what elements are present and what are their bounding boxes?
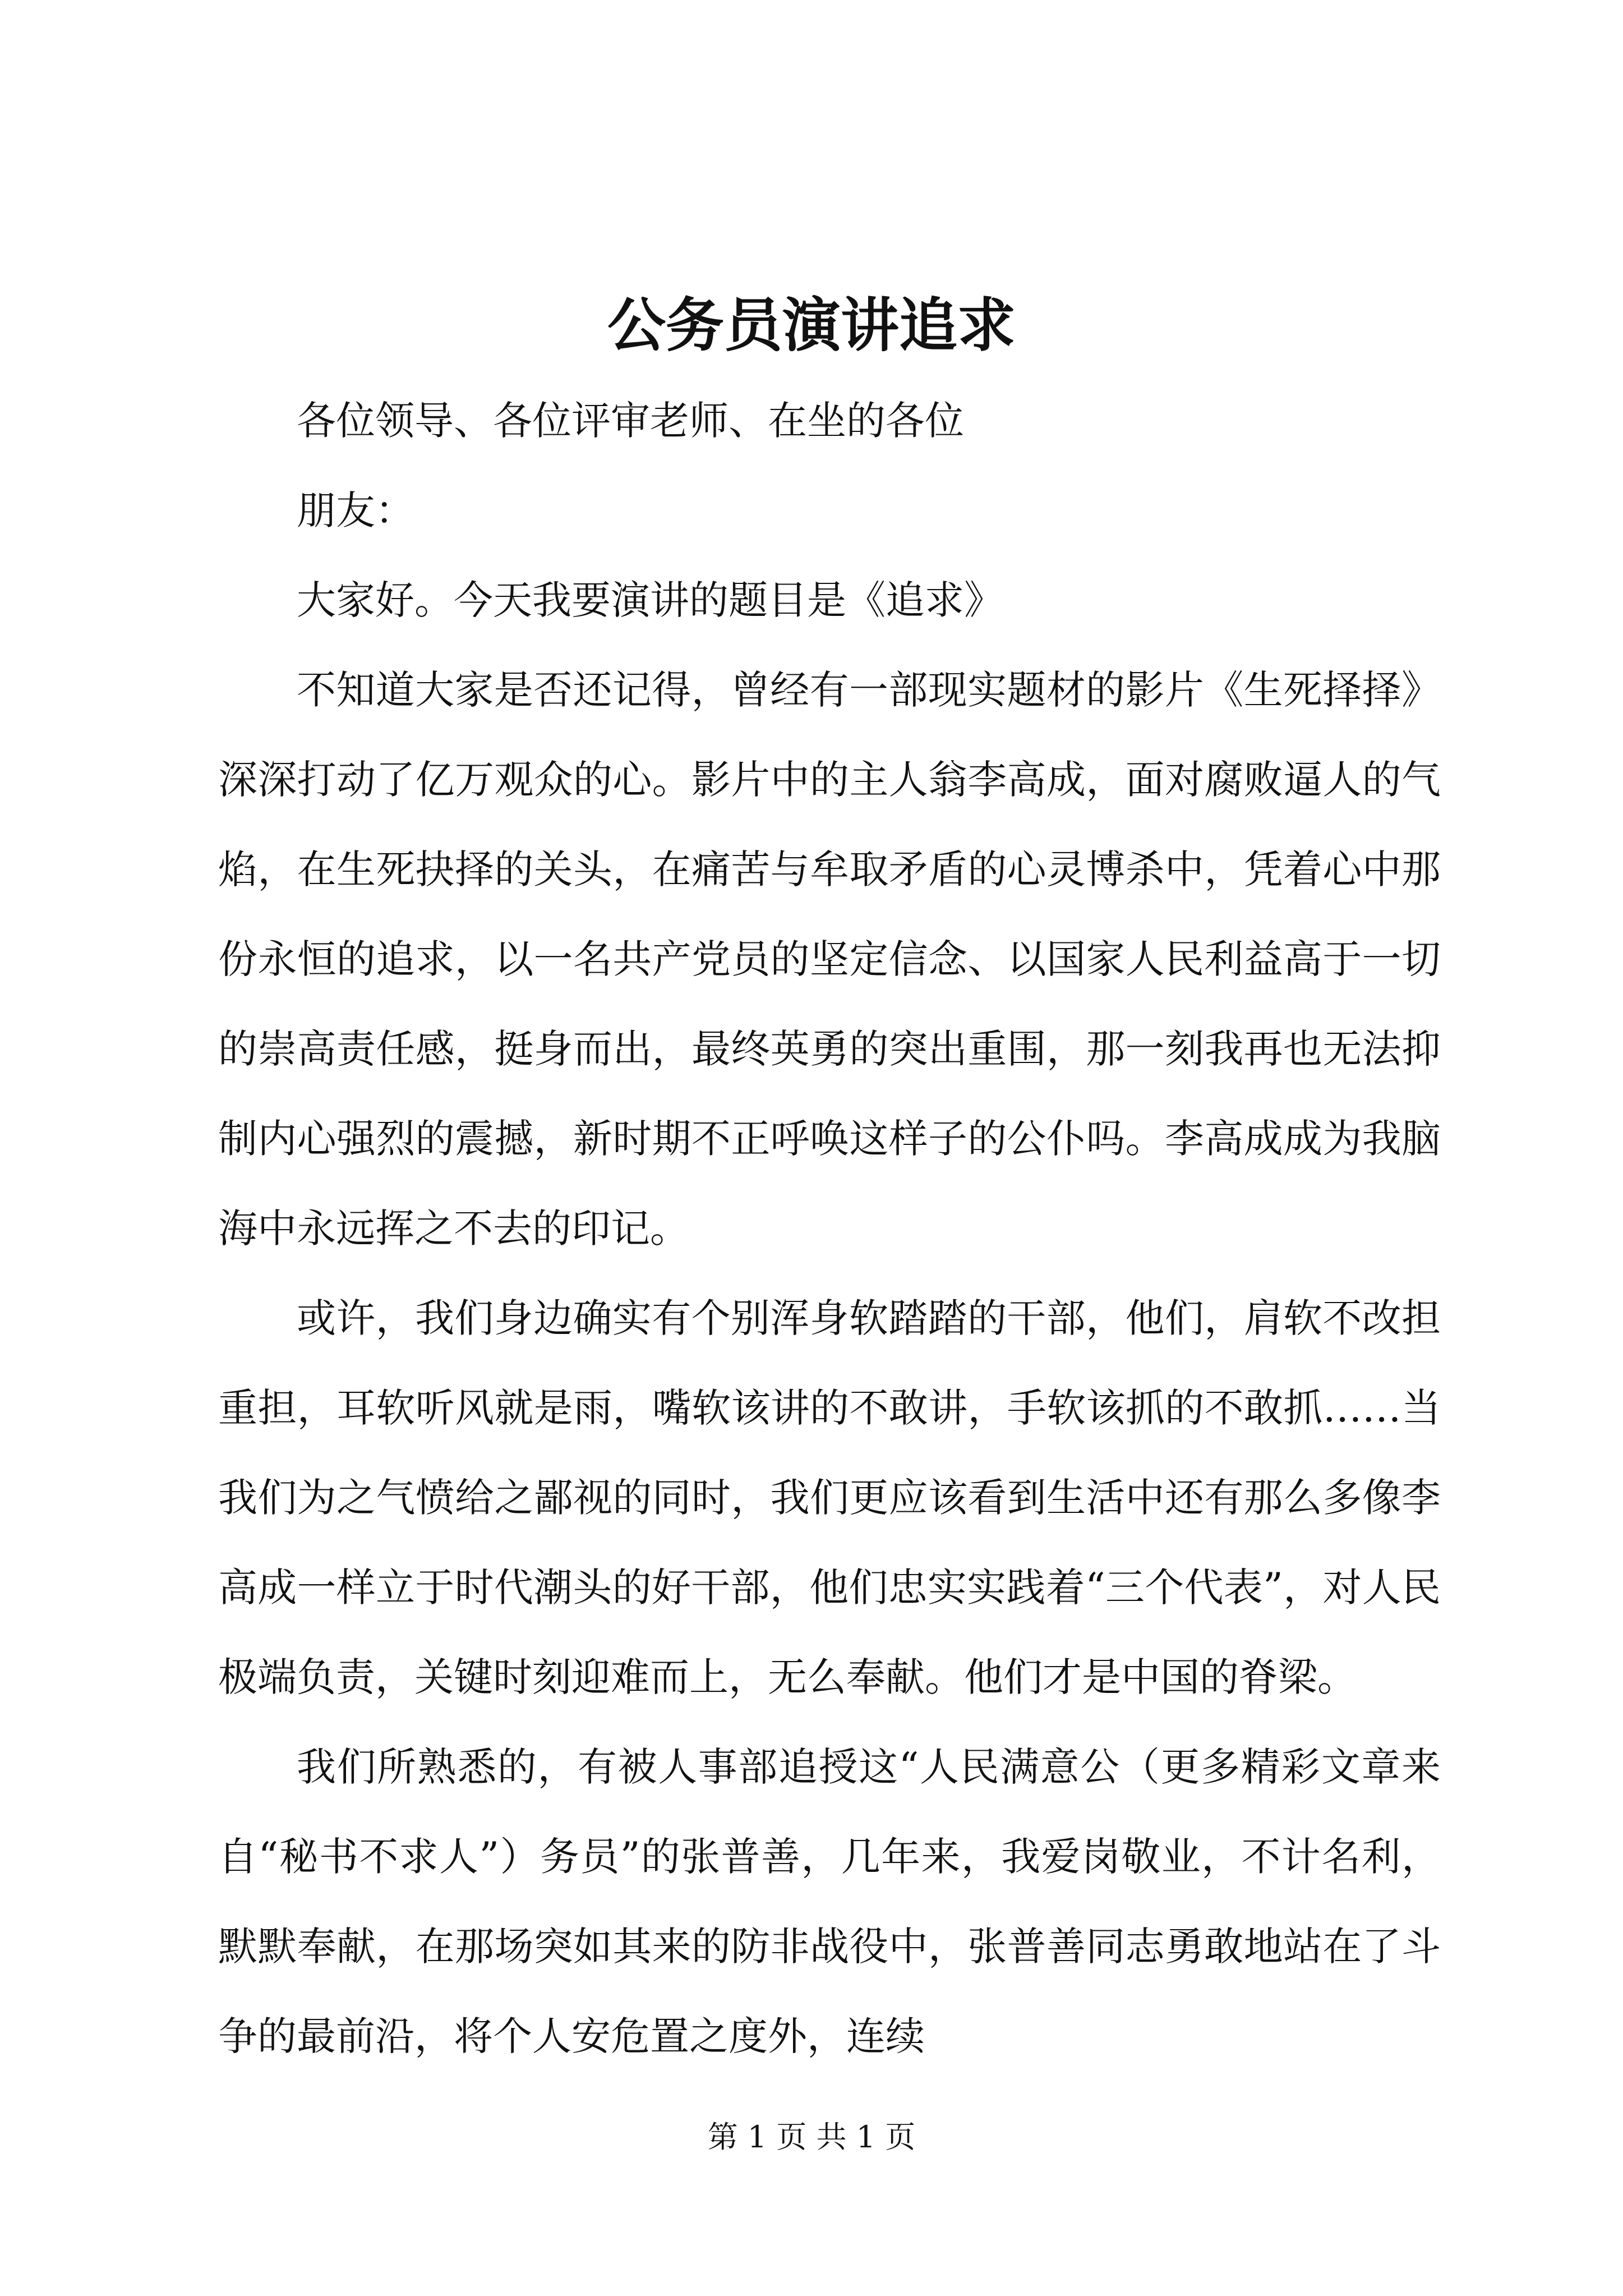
body-paragraph: 不知道大家是否还记得，曾经有一部现实题材的影片《生死择择》深深打动了亿万观众的心。影片中的主人翁李高成，面对腐败逼人的气焰，在生死抉择的关头，在痛苦与牟取矛盾的心灵博杀中，凭着心中那份永恒的追求，以一名共产党员的坚定信念、以国家人民利益高于一切的崇高责任感，挺身而出，最终英勇的突出重围，那一刻我再也无法抑制内心强烈的震撼，新时期不正呼唤这样子的公仆吗。李高成成为我脑海中永远挥之不去的印记。 [218, 667, 1441, 1251]
document-title: 公务员演讲追求 [607, 291, 1016, 360]
greeting-paragraph: 大家好。今天我要演讲的题目是《追求》 [297, 577, 1003, 623]
body-paragraph: 或许，我们身边确实有个别浑身软踏踏的干部，他们，肩软不改担重担，耳软听风就是雨，嘴软该讲的不敢讲，手软该抓的不敢抓……当我们为之气愤给之鄙视的同时，我们更应该看到生活中还有那么多像李高成一样立于时代潮头的好干部，他们忠实实践着“三个代表”，对人民极端负责，关键时刻迎难而上，无么奉献。他们才是中国的脊梁。 [218, 1295, 1441, 1700]
document-body [218, 376, 1441, 2081]
salutation-line-2: 朋友： [297, 487, 414, 533]
salutation-line-1: 各位领导、各位评审老师、在坐的各位 [297, 398, 964, 444]
page-footer: 第 1 页 共 1 页 [707, 2119, 916, 2155]
body-paragraph: 我们所熟悉的，有被人事部追授这“人民满意公（更多精彩文章来自“秘书不求人”）务员”的张普善，几年来，我爱岗敬业，不计名利，默默奉献，在那场突如其来的防非战役中，张普善同志勇敢地站在了斗争的最前沿，将个人安危置之度外，连续 [218, 1744, 1441, 2059]
